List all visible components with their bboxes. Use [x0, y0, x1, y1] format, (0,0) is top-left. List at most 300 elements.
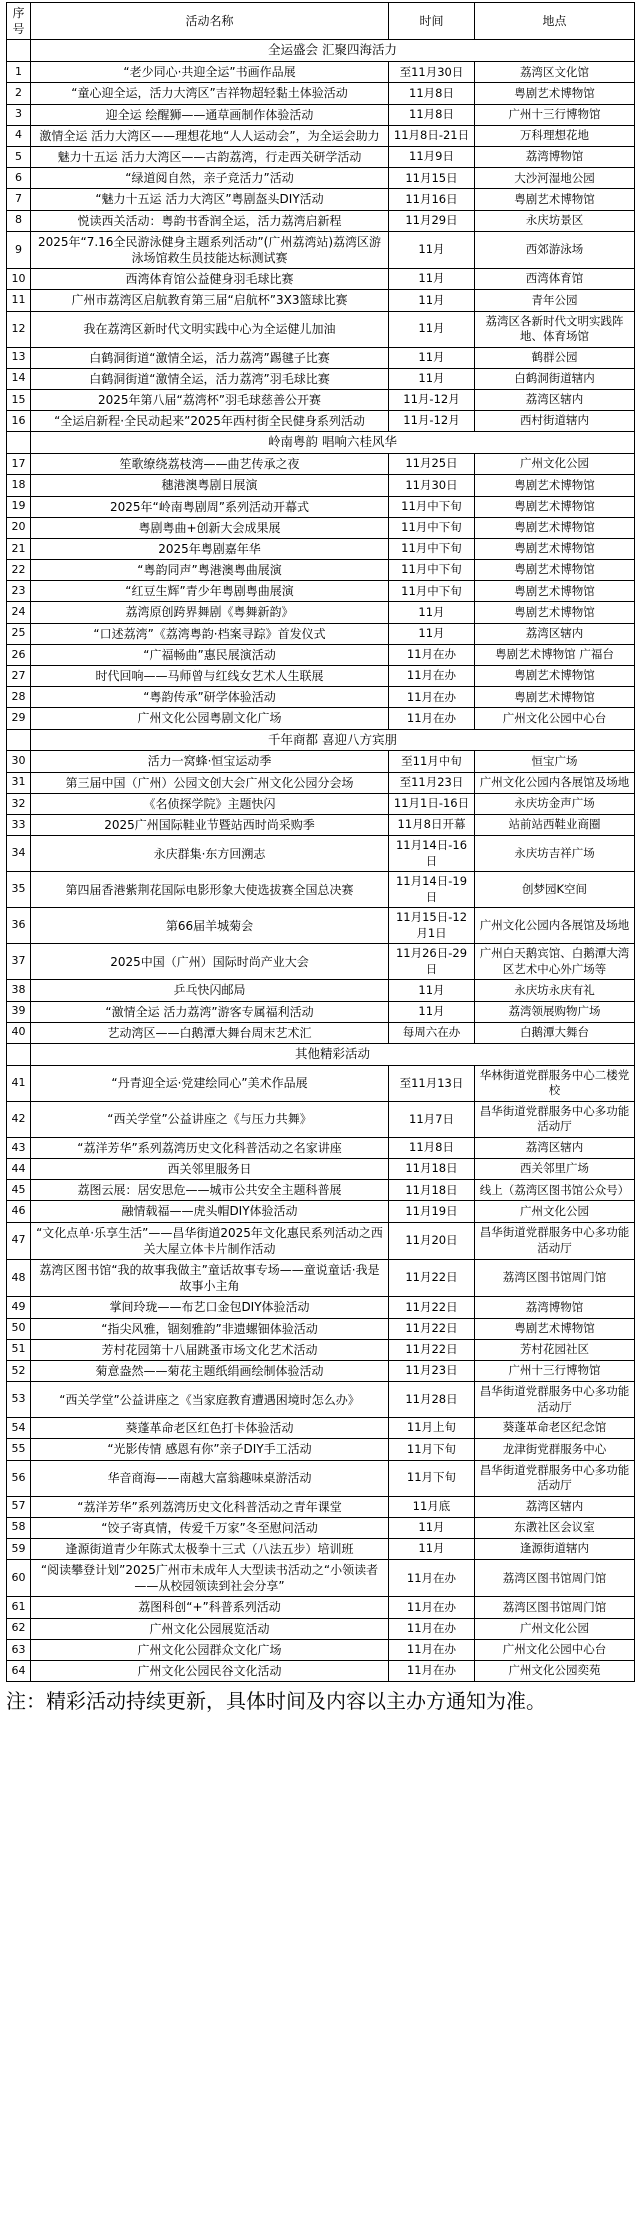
activity-place: 创梦园K空间	[475, 872, 635, 908]
activity-name: 我在荔湾区新时代文明实践中心为全运健儿加油	[31, 311, 389, 347]
table-row	[7, 517, 635, 538]
section-index-cell	[7, 432, 31, 454]
section-index-cell	[7, 1043, 31, 1065]
activity-time: 11月	[389, 269, 475, 290]
activity-place: 粤剧艺术博物馆	[475, 496, 635, 517]
row-index: 52	[7, 1360, 31, 1381]
activity-name: 2025年“岭南粤剧周”系列活动开幕式	[31, 496, 389, 517]
row-index: 40	[7, 1022, 31, 1043]
table-row	[7, 560, 635, 581]
activity-time: 11月28日	[389, 1382, 475, 1418]
table-row	[7, 1339, 635, 1360]
table-row	[7, 1560, 635, 1597]
activity-name: 乒乓快闪邮局	[31, 980, 389, 1001]
activity-name: 2025年“7.16全民游泳健身主题系列活动”(广州荔湾站)荔湾区游泳场馆救生员技能达标测试赛	[31, 231, 389, 268]
table-body	[7, 40, 635, 1682]
table-row	[7, 475, 635, 496]
row-index: 22	[7, 560, 31, 581]
table-row	[7, 389, 635, 410]
activity-place: 东漖社区会议室	[475, 1517, 635, 1538]
activity-place: 白鹤洞街道辖内	[475, 368, 635, 389]
activity-name: 葵蓬革命老区红色打卡体验活动	[31, 1418, 389, 1439]
header-place: 地点	[475, 3, 635, 40]
activity-name: 逢源街道青少年陈式太极拳十三式（八法五步）培训班	[31, 1538, 389, 1559]
row-index: 20	[7, 517, 31, 538]
activity-time: 11月	[389, 1001, 475, 1022]
activity-name: “阅读攀登计划”2025广州市未成年人大型读书活动之“小领读者——从校园领读到社会分享”	[31, 1560, 389, 1597]
activity-time: 11月中下旬	[389, 581, 475, 602]
row-index: 10	[7, 269, 31, 290]
activity-time: 11月在办	[389, 1597, 475, 1618]
footnote: 注：精彩活动持续更新，具体时间及内容以主办方通知为准。	[6, 1689, 546, 1714]
activity-time: 11月	[389, 623, 475, 644]
activity-place: 粤剧艺术博物馆	[475, 538, 635, 559]
table-row	[7, 1101, 635, 1137]
table-row	[7, 772, 635, 793]
activity-name: “魅力十五运 活力大湾区”粤剧盔头DIY活动	[31, 189, 389, 210]
activity-time: 11月7日	[389, 1101, 475, 1137]
activity-place: 广州文化公园	[475, 1618, 635, 1639]
activity-name: “荔洋芳华”系列荔湾历史文化科普活动之名家讲座	[31, 1137, 389, 1158]
table-row	[7, 1159, 635, 1180]
row-index: 37	[7, 944, 31, 980]
activity-place: 逢源街道辖内	[475, 1538, 635, 1559]
table-row	[7, 908, 635, 944]
row-index: 41	[7, 1065, 31, 1101]
row-index: 12	[7, 311, 31, 347]
activity-place: 广州白天鹅宾馆、白鹅潭大湾区艺术中心外广场等	[475, 944, 635, 980]
activity-name: 第66届羊城菊会	[31, 908, 389, 944]
activity-time: 11月22日	[389, 1318, 475, 1339]
activity-time: 11月14日-19日	[389, 872, 475, 908]
row-index: 15	[7, 389, 31, 410]
row-index: 45	[7, 1180, 31, 1201]
row-index: 28	[7, 687, 31, 708]
activity-name: 广州文化公园展览活动	[31, 1618, 389, 1639]
activity-place: 荔湾博物馆	[475, 147, 635, 168]
activity-name: “广福畅曲”惠民展演活动	[31, 644, 389, 665]
activity-name: “光影传情 感恩有你”亲子DIY手工活动	[31, 1439, 389, 1460]
table-row	[7, 62, 635, 83]
activity-name: 2025广州国际鞋业节暨站西时尚采购季	[31, 815, 389, 836]
activity-place: 昌华街道党群服务中心多功能活动厅	[475, 1222, 635, 1259]
activity-place: 线上（荔湾区图书馆公众号）	[475, 1180, 635, 1201]
activity-time: 11月中下旬	[389, 496, 475, 517]
activity-time: 11月	[389, 347, 475, 368]
activity-name: 迎全运 绘醒狮——通草画制作体验活动	[31, 104, 389, 125]
activity-place: 大沙河湿地公园	[475, 168, 635, 189]
activity-time: 11月在办	[389, 687, 475, 708]
table-row	[7, 1259, 635, 1296]
activity-time: 11月19日	[389, 1201, 475, 1222]
activity-place: 昌华街道党群服务中心多功能活动厅	[475, 1382, 635, 1418]
activity-time: 11月上旬	[389, 1418, 475, 1439]
row-index: 19	[7, 496, 31, 517]
activity-time: 11月30日	[389, 475, 475, 496]
table-row	[7, 602, 635, 623]
activity-name: “童心迎全运，活力大湾区”吉祥物超轻黏土体验活动	[31, 83, 389, 104]
row-index: 31	[7, 772, 31, 793]
table-row	[7, 1137, 635, 1158]
table-row	[7, 1222, 635, 1259]
activity-place: 粤剧艺术博物馆	[475, 83, 635, 104]
activity-time: 11月18日	[389, 1180, 475, 1201]
table-row	[7, 290, 635, 311]
activity-place: 广州十三行博物馆	[475, 104, 635, 125]
activity-place: 广州文化公园中心台	[475, 1639, 635, 1660]
table-row	[7, 944, 635, 980]
row-index: 30	[7, 751, 31, 772]
row-index: 56	[7, 1460, 31, 1496]
row-index: 64	[7, 1661, 31, 1682]
row-index: 6	[7, 168, 31, 189]
activity-schedule	[6, 2, 634, 1715]
activity-time: 至11月30日	[389, 62, 475, 83]
activity-time: 11月22日	[389, 1339, 475, 1360]
table-row	[7, 1382, 635, 1418]
table-row	[7, 1360, 635, 1381]
activity-time: 11月底	[389, 1496, 475, 1517]
table-row	[7, 1180, 635, 1201]
activity-time: 11月在办	[389, 1661, 475, 1682]
row-index: 32	[7, 793, 31, 814]
activity-name: 魅力十五运 活力大湾区——古韵荔湾，行走西关研学活动	[31, 147, 389, 168]
row-index: 9	[7, 231, 31, 268]
row-index: 38	[7, 980, 31, 1001]
activity-name: 活力一窝蜂·恒宝运动季	[31, 751, 389, 772]
activity-time: 11月8日	[389, 1137, 475, 1158]
activity-name: 时代回响——马师曾与红线女艺术人生联展	[31, 666, 389, 687]
activity-place: 站前站西鞋业商圈	[475, 815, 635, 836]
activity-place: 永庆坊吉祥广场	[475, 836, 635, 872]
row-index: 43	[7, 1137, 31, 1158]
activity-time: 11月	[389, 368, 475, 389]
activity-place: 荔湾区辖内	[475, 623, 635, 644]
activity-place: 广州十三行博物馆	[475, 1360, 635, 1381]
activity-time: 11月	[389, 231, 475, 268]
row-index: 53	[7, 1382, 31, 1418]
activity-time: 11月22日	[389, 1259, 475, 1296]
table-row	[7, 872, 635, 908]
table-row	[7, 793, 635, 814]
activity-place: 粤剧艺术博物馆	[475, 475, 635, 496]
row-index: 24	[7, 602, 31, 623]
activity-name: 广州文化公园群众文化广场	[31, 1639, 389, 1660]
table-row	[7, 623, 635, 644]
activity-time: 11月	[389, 1517, 475, 1538]
table-row	[7, 231, 635, 268]
activity-name: “老少同心·共迎全运”书画作品展	[31, 62, 389, 83]
activity-place: 广州文化公园	[475, 1201, 635, 1222]
activity-name: “指尖风雅，锢刻雅韵”非遗螺钿体验活动	[31, 1318, 389, 1339]
section-row	[7, 40, 635, 62]
section-row	[7, 729, 635, 751]
table-row	[7, 496, 635, 517]
activity-place: 昌华街道党群服务中心多功能活动厅	[475, 1460, 635, 1496]
section-index-cell	[7, 729, 31, 751]
table-row	[7, 1597, 635, 1618]
activity-time: 11月8日-21日	[389, 125, 475, 146]
table-row	[7, 210, 635, 231]
row-index: 42	[7, 1101, 31, 1137]
activity-name: “口述荔湾”《荔湾粤韵·档案寻踪》首发仪式	[31, 623, 389, 644]
activity-place: 粤剧艺术博物馆 广福台	[475, 644, 635, 665]
table-row	[7, 83, 635, 104]
activity-name: “西关学堂”公益讲座之《当家庭教育遭遇困境时怎么办》	[31, 1382, 389, 1418]
header-index: 序号	[7, 3, 31, 40]
row-index: 39	[7, 1001, 31, 1022]
activity-place: 广州文化公园中心台	[475, 708, 635, 729]
table-row	[7, 666, 635, 687]
row-index: 54	[7, 1418, 31, 1439]
activity-place: 粤剧艺术博物馆	[475, 560, 635, 581]
activity-place: 广州文化公园奕苑	[475, 1661, 635, 1682]
activity-name: 2025年第八届“荔湾杯”羽毛球慈善公开赛	[31, 389, 389, 410]
row-index: 11	[7, 290, 31, 311]
activity-place: 白鹅潭大舞台	[475, 1022, 635, 1043]
section-index-cell	[7, 40, 31, 62]
table-row	[7, 980, 635, 1001]
table-row	[7, 311, 635, 347]
activity-time: 11月8日开幕	[389, 815, 475, 836]
row-index: 48	[7, 1259, 31, 1296]
activity-time: 11月22日	[389, 1297, 475, 1318]
activity-place: 广州文化公园	[475, 454, 635, 475]
table-row	[7, 1661, 635, 1682]
activity-name: 2025年粤剧嘉年华	[31, 538, 389, 559]
activity-time: 11月14日-16日	[389, 836, 475, 872]
row-index: 26	[7, 644, 31, 665]
activity-name: 荔图云展：居安思危——城市公共安全主题科普展	[31, 1180, 389, 1201]
table-row	[7, 1201, 635, 1222]
activity-place: 荔湾领展购物广场	[475, 1001, 635, 1022]
activity-place: 荔湾区图书馆周门馆	[475, 1597, 635, 1618]
activity-time: 11月15日-12月1日	[389, 908, 475, 944]
table-row	[7, 189, 635, 210]
activity-name: 广州市荔湾区启航教育第三届“启航杯”3X3篮球比赛	[31, 290, 389, 311]
table-row	[7, 1022, 635, 1043]
row-index: 36	[7, 908, 31, 944]
row-index: 59	[7, 1538, 31, 1559]
activity-time: 11月23日	[389, 1360, 475, 1381]
activity-name: 广州文化公园民谷文化活动	[31, 1661, 389, 1682]
activity-time: 11月18日	[389, 1159, 475, 1180]
activity-name: “饺子寄真情，传爱千万家”冬至慰问活动	[31, 1517, 389, 1538]
table-row	[7, 411, 635, 432]
table-row	[7, 1297, 635, 1318]
activity-place: 西湾体育馆	[475, 269, 635, 290]
activity-time: 11月25日	[389, 454, 475, 475]
row-index: 60	[7, 1560, 31, 1597]
activity-name: 西关邻里服务日	[31, 1159, 389, 1180]
activity-name: 第四届香港紫荆花国际电影形象大使选拔赛全国总决赛	[31, 872, 389, 908]
activity-name: 笙歌缭绕荔枝湾——曲艺传承之夜	[31, 454, 389, 475]
row-index: 4	[7, 125, 31, 146]
activity-time: 11月26日-29日	[389, 944, 475, 980]
activity-place: 荔湾博物馆	[475, 1297, 635, 1318]
activity-place: 荔湾区辖内	[475, 389, 635, 410]
row-index: 18	[7, 475, 31, 496]
activity-name: “西关学堂”公益讲座之《与压力共舞》	[31, 1101, 389, 1137]
activity-time: 11月中下旬	[389, 517, 475, 538]
activity-name: 荔湾区图书馆“我的故事我做主”童话故事专场——童说童话·我是故事小主角	[31, 1259, 389, 1296]
header-time: 时间	[389, 3, 475, 40]
section-row	[7, 432, 635, 454]
activity-time: 11月9日	[389, 147, 475, 168]
activity-place: 粤剧艺术博物馆	[475, 1318, 635, 1339]
table-row	[7, 1001, 635, 1022]
row-index: 27	[7, 666, 31, 687]
activity-place: 粤剧艺术博物馆	[475, 687, 635, 708]
table-row	[7, 538, 635, 559]
activity-name: “激情全运 活力荔湾”游客专属福利活动	[31, 1001, 389, 1022]
activity-place: 荔湾区文化馆	[475, 62, 635, 83]
row-index: 14	[7, 368, 31, 389]
row-index: 16	[7, 411, 31, 432]
activity-name: 广州文化公园粤剧文化广场	[31, 708, 389, 729]
activity-place: 芳村花园社区	[475, 1339, 635, 1360]
activity-place: 粤剧艺术博物馆	[475, 666, 635, 687]
activity-place: 鹤群公园	[475, 347, 635, 368]
table-row	[7, 168, 635, 189]
activity-place: 西关邻里广场	[475, 1159, 635, 1180]
activity-time: 至11月中旬	[389, 751, 475, 772]
activity-place: 永庆坊景区	[475, 210, 635, 231]
row-index: 8	[7, 210, 31, 231]
activity-place: 粤剧艺术博物馆	[475, 581, 635, 602]
activity-time: 至11月23日	[389, 772, 475, 793]
activity-name: 华音商海——南越大富翁趣味桌游活动	[31, 1460, 389, 1496]
table-row	[7, 644, 635, 665]
row-index: 23	[7, 581, 31, 602]
activity-place: 西郊游泳场	[475, 231, 635, 268]
activity-time: 11月下旬	[389, 1439, 475, 1460]
activity-name: 菊意盎然——菊花主题纸绢画绘制体验活动	[31, 1360, 389, 1381]
activity-time: 至11月13日	[389, 1065, 475, 1101]
activity-name: 荔湾原创跨界舞剧《粤舞新韵》	[31, 602, 389, 623]
activity-name: 荔图科创“+”科普系列活动	[31, 1597, 389, 1618]
activity-place: 广州文化公园内各展馆及场地	[475, 908, 635, 944]
activity-time: 11月在办	[389, 644, 475, 665]
activity-place: 荔湾区辖内	[475, 1137, 635, 1158]
activity-name: 掌间玲珑——布艺口金包DIY体验活动	[31, 1297, 389, 1318]
activity-place: 华林街道党群服务中心二楼党校	[475, 1065, 635, 1101]
section-title: 岭南粤韵 唱响六桂风华	[31, 432, 635, 454]
table-row	[7, 1460, 635, 1496]
activity-place: 荔湾区各新时代文明实践阵地、体育场馆	[475, 311, 635, 347]
activity-name: “绿道阅自然，亲子竞活力”活动	[31, 168, 389, 189]
row-index: 3	[7, 104, 31, 125]
activity-time: 11月	[389, 311, 475, 347]
activity-place: 西村街道辖内	[475, 411, 635, 432]
activity-name: “丹青迎全运·党建绘同心”美术作品展	[31, 1065, 389, 1101]
activity-name: 艺动湾区——白鹅潭大舞台周末艺术汇	[31, 1022, 389, 1043]
activity-time: 每周六在办	[389, 1022, 475, 1043]
row-index: 35	[7, 872, 31, 908]
row-index: 61	[7, 1597, 31, 1618]
activity-name: 粤剧粤曲+创新大会成果展	[31, 517, 389, 538]
row-index: 2	[7, 83, 31, 104]
row-index: 29	[7, 708, 31, 729]
activity-place: 万科理想花地	[475, 125, 635, 146]
activity-name: “粤韵同声”粤港澳粤曲展演	[31, 560, 389, 581]
row-index: 50	[7, 1318, 31, 1339]
activity-time: 11月-12月	[389, 411, 475, 432]
table-row	[7, 1439, 635, 1460]
activity-name: 融情载福——虎头帽DIY体验活动	[31, 1201, 389, 1222]
row-index: 7	[7, 189, 31, 210]
activity-place: 龙津街党群服务中心	[475, 1439, 635, 1460]
activity-time: 11月中下旬	[389, 560, 475, 581]
activity-name: “文化点单·乐享生活”——昌华街道2025年文化惠民系列活动之西关大屋立体卡片制作活动	[31, 1222, 389, 1259]
activity-place: 荔湾区辖内	[475, 1496, 635, 1517]
activity-name: “全运启新程·全民动起来”2025年西村街全民健身系列活动	[31, 411, 389, 432]
activity-time: 11月1日-16日	[389, 793, 475, 814]
table-row	[7, 454, 635, 475]
activity-table	[6, 2, 635, 1682]
row-index: 34	[7, 836, 31, 872]
header-activity-name: 活动名称	[31, 3, 389, 40]
row-index: 13	[7, 347, 31, 368]
table-row	[7, 687, 635, 708]
activity-time: 11月下旬	[389, 1460, 475, 1496]
table-row	[7, 347, 635, 368]
row-index: 25	[7, 623, 31, 644]
row-index: 57	[7, 1496, 31, 1517]
activity-place: 粤剧艺术博物馆	[475, 602, 635, 623]
table-row	[7, 1065, 635, 1101]
activity-place: 广州文化公园内各展馆及场地	[475, 772, 635, 793]
activity-place: 荔湾区图书馆周门馆	[475, 1259, 635, 1296]
activity-name: 2025中国（广州）国际时尚产业大会	[31, 944, 389, 980]
table-row	[7, 1318, 635, 1339]
row-index: 58	[7, 1517, 31, 1538]
section-title: 全运盛会 汇聚四海活力	[31, 40, 635, 62]
section-title: 千年商都 喜迎八方宾朋	[31, 729, 635, 751]
row-index: 1	[7, 62, 31, 83]
table-row	[7, 269, 635, 290]
activity-name: 白鹤洞街道“激情全运，活力荔湾”羽毛球比赛	[31, 368, 389, 389]
activity-place: 粤剧艺术博物馆	[475, 517, 635, 538]
activity-name: 永庆群集·东方回溯志	[31, 836, 389, 872]
section-title: 其他精彩活动	[31, 1043, 635, 1065]
table-row	[7, 1517, 635, 1538]
activity-time: 11月中下旬	[389, 538, 475, 559]
activity-time: 11月在办	[389, 1618, 475, 1639]
table-header-row	[7, 3, 635, 40]
activity-time: 11月	[389, 980, 475, 1001]
table-row	[7, 104, 635, 125]
activity-name: “荔洋芳华”系列荔湾历史文化科普活动之青年课堂	[31, 1496, 389, 1517]
table-row	[7, 1538, 635, 1559]
row-index: 33	[7, 815, 31, 836]
activity-name: “粤韵传承”研学体验活动	[31, 687, 389, 708]
activity-name: 《名侦探学院》主题快闪	[31, 793, 389, 814]
table-row	[7, 147, 635, 168]
activity-time: 11月在办	[389, 1560, 475, 1597]
activity-name: 第三届中国（广州）公园文创大会广州文化公园分会场	[31, 772, 389, 793]
activity-place: 粤剧艺术博物馆	[475, 189, 635, 210]
table-row	[7, 751, 635, 772]
activity-place: 荔湾区图书馆周门馆	[475, 1560, 635, 1597]
row-index: 47	[7, 1222, 31, 1259]
table-row	[7, 815, 635, 836]
activity-name: “红豆生辉”青少年粤剧粤曲展演	[31, 581, 389, 602]
table-row	[7, 1418, 635, 1439]
activity-place: 永庆坊永庆有礼	[475, 980, 635, 1001]
activity-place: 恒宝广场	[475, 751, 635, 772]
table-row	[7, 1618, 635, 1639]
